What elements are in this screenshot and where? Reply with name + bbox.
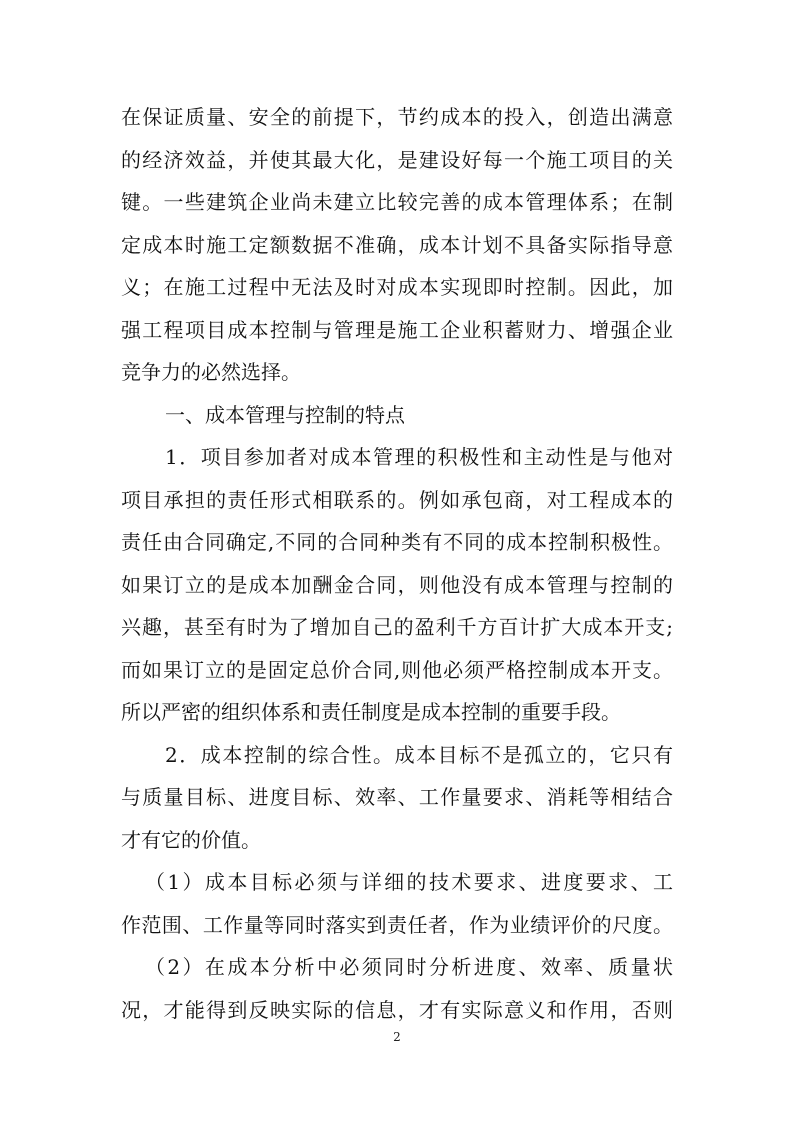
body-text-line: 竞争力的必然选择。	[121, 360, 301, 384]
body-text-line: 1．项目参加者对成本管理的积极性和主动性是与他对	[165, 445, 673, 469]
body-text-line: （1）成本目标必须与详细的技术要求、进度要求、工	[145, 870, 673, 894]
body-text-line: 所以严密的组织体系和责任制度是成本控制的重要手段。	[121, 700, 621, 724]
body-text-line: 强工程项目成本控制与管理是施工企业积蓄财力、增强企业	[121, 318, 673, 342]
body-text-line: 与质量目标、进度目标、效率、工作量要求、消耗等相结合	[121, 785, 673, 809]
body-text-line: 的经济效益，并使其最大化，是建设好每一个施工项目的关	[121, 148, 673, 172]
body-text-line: 况，才能得到反映实际的信息，才有实际意义和作用，否则	[121, 998, 673, 1022]
body-text-line: 义；在施工过程中无法及时对成本实现即时控制。因此，加	[121, 275, 673, 299]
body-text-line: 键。一些建筑企业尚未建立比较完善的成本管理体系；在制	[121, 190, 673, 214]
body-text-line: 如果订立的是成本加酬金合同，则他没有成本管理与控制的	[121, 573, 673, 597]
body-text-line: 项目承担的责任形式相联系的。例如承包商，对工程成本的	[121, 488, 673, 512]
body-text-line: 2．成本控制的综合性。成本目标不是孤立的，它只有	[165, 743, 673, 767]
body-text-line: 兴趣，甚至有时为了增加自己的盈利千方百计扩大成本开支;	[121, 615, 673, 639]
page-number: 2	[393, 1030, 401, 1044]
body-text-line: （2）在成本分析中必须同时分析进度、效率、质量状	[145, 955, 673, 979]
body-text-line: 在保证质量、安全的前提下，节约成本的投入，创造出满意	[121, 105, 673, 129]
body-text-line: 才有它的价值。	[121, 828, 261, 852]
body-text-line: 作范围、工作量等同时落实到责任者，作为业绩评价的尺度。	[121, 913, 673, 937]
body-text-line: 定成本时施工定额数据不准确，成本计划不具备实际指导意	[121, 233, 673, 257]
body-text-line: 而如果订立的是固定总价合同,则他必须严格控制成本开支。	[121, 658, 673, 682]
section-heading: 一、成本管理与控制的特点	[165, 403, 405, 427]
body-text-line: 责任由合同确定,不同的合同种类有不同的成本控制积极性。	[121, 530, 673, 554]
